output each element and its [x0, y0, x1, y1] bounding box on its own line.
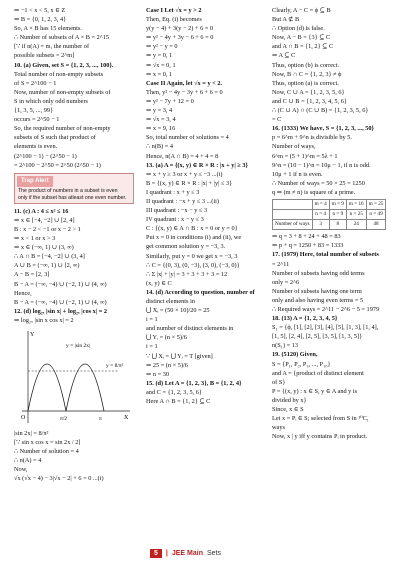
origin-label: O [21, 415, 26, 421]
case-heading: Case I Let √x = y > 2 [146, 7, 202, 14]
footer-separator: | [165, 550, 168, 557]
text-line: So, total number of solutions = 4 [146, 134, 229, 142]
text-line: Number of subsets having odd terms [272, 269, 365, 277]
text-line: ⇒ y² − 4y + 3y − 6 + 6 = 0 [146, 34, 214, 42]
text-line: ⇒ q = 3 + 8 + 24 + 48 = 83 [272, 233, 341, 241]
col1-block-a [14, 6, 136, 170]
trap-alert-line: only if the subset has atleast one even number. [18, 195, 127, 202]
text-line: 6^m = (5 + 1)^m = 5λ + 1 [272, 152, 338, 160]
text-line: get common solution y = −3, 3. [146, 243, 226, 251]
column-1 [14, 6, 136, 484]
tick-label-half-pi: π/2 [60, 416, 68, 422]
text-line: Now, number of non-empty subsets of [14, 88, 111, 96]
text-line: ⇒ x ∈ [−4, −2] ∪ [2, 4] [14, 216, 75, 224]
text-line: A ∪ B = (−∞, 1) ∪ [2, ∞) [14, 262, 80, 270]
text-line: 10μ + 1 if n is even. [272, 170, 323, 178]
text-line: [1, 5], [2, 4], [2, 5], [3, 5], [1, 3, 5]} [272, 333, 363, 341]
ways-table [272, 199, 386, 230]
text-line: ⋃ Yᵢ = (n × 5)/6 [146, 334, 187, 342]
text-line: only = 2^6 [272, 278, 300, 286]
text-line: |sin 2x| = 8/π² [14, 430, 49, 437]
text-line: subsets of S such that product of [14, 134, 96, 142]
table-cell: n = 4 [312, 210, 329, 220]
y-axis-label: Y [30, 332, 35, 338]
text-line: and C = {1, 2, 3, 5, 6} [146, 388, 202, 396]
text-line: Put x = 0 in conditions (i) and (ii), we [146, 234, 242, 242]
text-line: ∴ Required ways = 2^11 − 2^6 − 5 = 1979 [272, 306, 380, 313]
text-line: Here A ∩ B = {1, 2} ⊆ C [146, 398, 211, 406]
text-line: ⇒ B = {0, 1, 2, 3, 4} [14, 16, 67, 24]
tick-label-pi: π [99, 416, 102, 422]
text-line: III quadrant : −x − y ≤ 3 [146, 207, 208, 215]
text-line: = 2^100 − 2^50 = 2^50 (2^50 − 1) [14, 161, 101, 169]
text-line: n(S₁) = 13 [272, 342, 299, 350]
text-line: ⇒ log₂ₓ |sin x cos x| = 2 [14, 316, 74, 324]
question-heading: 15. (d) Let A = {1, 2, 3}, B = {1, 2, 4} [146, 379, 242, 387]
page-number: 5 [150, 549, 162, 558]
text-line: ⇒ √x = 3, 4 [146, 116, 176, 124]
text-line: ∴ (C ∪ A) ∩ (C ∪ B) = {1, 2, 3, 5, 6} [272, 107, 369, 115]
curve-label-sin: y = |sin 2x| [66, 343, 91, 349]
text-line: p = 6^m + 9^n is divisible by 5. [272, 134, 353, 142]
text-line: Similarly, put y = 0 we get x = −3, 3 [146, 252, 238, 260]
text-line: ∴ Number of ways = 50 × 25 = 1250 [272, 179, 365, 187]
text-line: {1, 3, 5, ..., 99} [14, 107, 54, 115]
table-cell: m = 25 [366, 199, 386, 209]
table-cell: m = 16 [346, 199, 366, 209]
text-line: ∵ ⋃ Xᵢ = ⋃ Yᵢ = T [given] [146, 352, 213, 360]
column-3 [272, 6, 392, 441]
page-footer [150, 549, 221, 558]
text-line: So, A × B has 15 elements. [14, 25, 82, 33]
text-line: Hence, [14, 289, 32, 297]
question-heading: 10. (a) Given, set S = {1, 2, 3, ..., 100}. [14, 61, 114, 69]
col1-block-c [14, 429, 136, 484]
text-line: Clearly, A − C = ϕ ⊆ B [272, 7, 331, 14]
text-line: elements is even. [14, 143, 58, 151]
text-line: ⇒ x ∈ (−∞, 1) ∪ (3, ∞) [14, 244, 74, 252]
table-cell-label: Number of ways [273, 220, 313, 230]
text-line: occurs = 2^50 − 1 [14, 116, 60, 124]
question-heading: 12. (d) log₂ₓ |sin x| + log₂ₓ |cos x| = 2 [14, 307, 108, 315]
book-title: JEE Main [171, 550, 203, 557]
table-cell: m = 9 [329, 199, 346, 209]
question-heading: 17. (1979) Here, total number of subsets [272, 251, 379, 259]
text-line: ∴ C = {(0, 3), (0, −3), (3, 0), (−3, 0)} [146, 261, 240, 269]
text-line: and A ∩ B = {1, 2} ⊆ C [272, 43, 334, 51]
table-row [273, 220, 386, 230]
text-line: ∴ Number of solution = 4 [14, 448, 79, 456]
text-line: Hence, n(A ∩ B) = 4 + 4 = 8 [146, 152, 219, 160]
table-cell [273, 199, 313, 209]
curve-label-constant: y = 8/π² [106, 363, 124, 369]
text-line: Total number of non-empty subsets [14, 70, 104, 78]
text-line: divided by x} [272, 396, 307, 404]
table-cell [273, 210, 313, 220]
text-line: S₁ = {ϕ, [1], [2], [3], [4], [5], [1, 3], [1, 4], [272, 324, 379, 332]
table-cell: n = 49 [366, 210, 386, 220]
text-line: Let x = Pᵢ ∈ S; selected from S in ¹⁰C₁ [272, 415, 370, 423]
table-cell: m = 4 [312, 199, 329, 209]
question-heading: 18. (13) A = {1, 2, 3, 4, 5} [272, 315, 338, 323]
table-cell: 8 [329, 220, 346, 230]
text-line: ⇒ y = 3, 4 [146, 107, 173, 115]
text-line: ∴ Option (d) is false. [272, 25, 325, 33]
text-line: Now, [14, 466, 28, 474]
text-line: Then, y² − 4y − 3y + 6 + 6 = 0 [146, 88, 223, 96]
text-line: B − A = (−∞, −4) ∪ (−2, 1) ∪ (4, ∞) [14, 280, 107, 288]
text-line: Then, Eq. (i) becomes [146, 16, 202, 24]
question-heading: 14. (d) According to question, number of [146, 288, 255, 296]
text-line: ∴ Number of subsets of A × B = 2^15 [14, 34, 110, 42]
question-heading: 13. (a) A = {(x, y) ∈ R × R : |x + y| ≥ 3} [146, 161, 248, 169]
text-line: [∵ if n(A) = m, the number of [14, 43, 90, 51]
text-line: ⇒ A ⊆ C [272, 52, 296, 60]
text-line: Since, x ∈ S [272, 406, 304, 414]
text-line: ⇒ p + q = 1250 + 83 = 1333 [272, 242, 344, 250]
text-line: Now, x | y iff y contains Pᵢ in product. [272, 433, 368, 441]
text-line: ∴ n(B) = 4 [146, 143, 173, 151]
text-line: B = {(x, y) ∈ R × R : |x| + |y| ≤ 3} [146, 179, 233, 187]
text-line: Number of subsets having one term [272, 287, 362, 295]
text-line: Now, B ∩ C = {1, 2, 3} ≠ ϕ [272, 70, 342, 78]
table-row [273, 199, 386, 209]
text-line: ⇒ y² − y = 0 [146, 43, 178, 51]
text-line: of S} [272, 378, 286, 386]
text-line: ⇒ x = 9, 16 [146, 125, 176, 133]
sine-graph [14, 327, 134, 427]
text-line: I quadrant : x + y ≤ 3 [146, 188, 200, 196]
text-line: distinct elements in [146, 298, 195, 305]
text-line: S in which only odd numbers [14, 97, 88, 105]
text-line: C : {(x, y) ∈ A ∩ B : x = 0 or y = 0} [146, 225, 238, 233]
text-line: ∴ Σ |x| + |y| = 3 + 3 + 3 + 3 = 12 [146, 270, 228, 278]
text-line: (2^100 − 1) − (2^50 − 1) [14, 152, 77, 160]
text-line: ways [272, 424, 285, 432]
text-line: ⇒ y = 0, 1 [146, 52, 173, 60]
text-line: (x, y) ∈ C [146, 279, 172, 287]
text-line: ⇒ 25 = (n × 5)/6 [146, 361, 188, 369]
table-cell: 3 [312, 220, 329, 230]
text-line: Number of ways, [272, 143, 316, 151]
trap-alert-box [14, 173, 134, 204]
table-cell: 48 [366, 220, 386, 230]
text-line: and number of distinct elements in [146, 325, 234, 333]
text-line: A − B = [2, 3] [14, 271, 50, 279]
x-axis-label: X [124, 415, 129, 421]
text-line: B − A = (−∞, −4) ∪ (−2, 1) ∪ (4, ∞) [14, 298, 107, 306]
text-line: ∴ A ∩ B = [−4, −2] ∪ (3, 4] [14, 253, 85, 261]
text-line: possible subsets = 2^m] [14, 52, 75, 60]
text-line: q ⇒ (m ≠ n) is square of a prime. [272, 188, 356, 196]
table-cell: n = 25 [346, 210, 366, 220]
chapter-name: Sets [207, 550, 222, 557]
text-line: and A = {product of distinct element [272, 369, 364, 377]
text-line: = 2^11 [272, 260, 290, 268]
question-heading: 11. (c) A : 4 ≤ x² ≤ 16 [14, 207, 69, 215]
question-heading: 19. (5120) Given, [272, 351, 318, 359]
table-cell: 24 [346, 220, 366, 230]
text-line: = C [272, 116, 282, 124]
text-line: ⇒ √x = 0, 1 [146, 61, 176, 69]
text-line: IV quadrant : x − y ≤ 3 [146, 216, 204, 224]
trap-alert-line: The product of numbers in a subset is even [18, 187, 118, 194]
text-line: only and also having even terms = 5 [272, 296, 364, 304]
text-line: B : x − 2 < −1 or x − 2 > 1 [14, 225, 81, 233]
text-line: and C ∪ B = {1, 2, 3, 4, 5, 6} [272, 97, 347, 105]
text-line: ∴ n(A) = 4 [14, 457, 42, 465]
table-row [273, 210, 386, 220]
text-line: ⇒ −1 < x < 5, x ∈ Z [14, 7, 66, 14]
text-line: i = 1 [146, 316, 158, 324]
text-line: ⇒ x < 1 or x > 3 [14, 235, 56, 243]
column-2 [146, 6, 266, 406]
question-heading: 16. (1333) We have, S = {1, 2, 3, ..., 50} [272, 125, 375, 133]
text-line: ⋃ Xᵢ = (50 × 10)/20 = 25 [146, 307, 210, 315]
text-line: Now, C ∪ A = {1, 2, 3, 5, 6} [272, 88, 345, 96]
text-line: 9^n = (10 − 1)^n = 10μ − 1, if n is odd. [272, 161, 371, 169]
text-line: Thus, option (a) is correct. [272, 79, 339, 87]
case-heading: Case II Again, let √x = y < 2. [146, 79, 223, 87]
text-line: i = 1 [146, 343, 158, 351]
text-line: of S = 2^100 − 1 [14, 79, 57, 87]
text-line: ⇒ x + y ≥ 3 or x + y ≤ −3 ...(i) [146, 170, 223, 178]
text-line: II quadrant : −x + y ≤ 3 ...(ii) [146, 197, 219, 205]
text-line: ⇒ n = 30 [146, 370, 169, 378]
text-line: ⇒ y² − 7y + 12 = 0 [146, 97, 194, 105]
text-line: P = {(x, y) : x ∈ S, y ∈ A and y is [272, 387, 358, 395]
text-line: ⇒ x = 0, 1 [146, 70, 173, 78]
text-line: But A ⊄ B [272, 16, 300, 24]
text-line: y(y − 4) + 3(y − 2) + 6 = 0 [146, 25, 214, 33]
text-line: √x (√x − 4) − 3|√x − 2| + 6 = 0 ...(i) [14, 475, 104, 483]
table-cell: n = 9 [329, 210, 346, 220]
text-line: Thus, option (b) is correct. [272, 61, 340, 69]
text-line: S = {P₁, P₂, P₃, ..., P₁₀} [272, 360, 331, 368]
trap-alert-title: Trap Alert [17, 176, 53, 187]
text-line: So, the required number of non-empty [14, 125, 111, 133]
text-line: Now, A − B = {3} ⊆ C [272, 34, 331, 42]
col1-block-b [14, 207, 136, 325]
text-line: [∵ sin x cos x = sin 2x / 2] [14, 439, 81, 447]
